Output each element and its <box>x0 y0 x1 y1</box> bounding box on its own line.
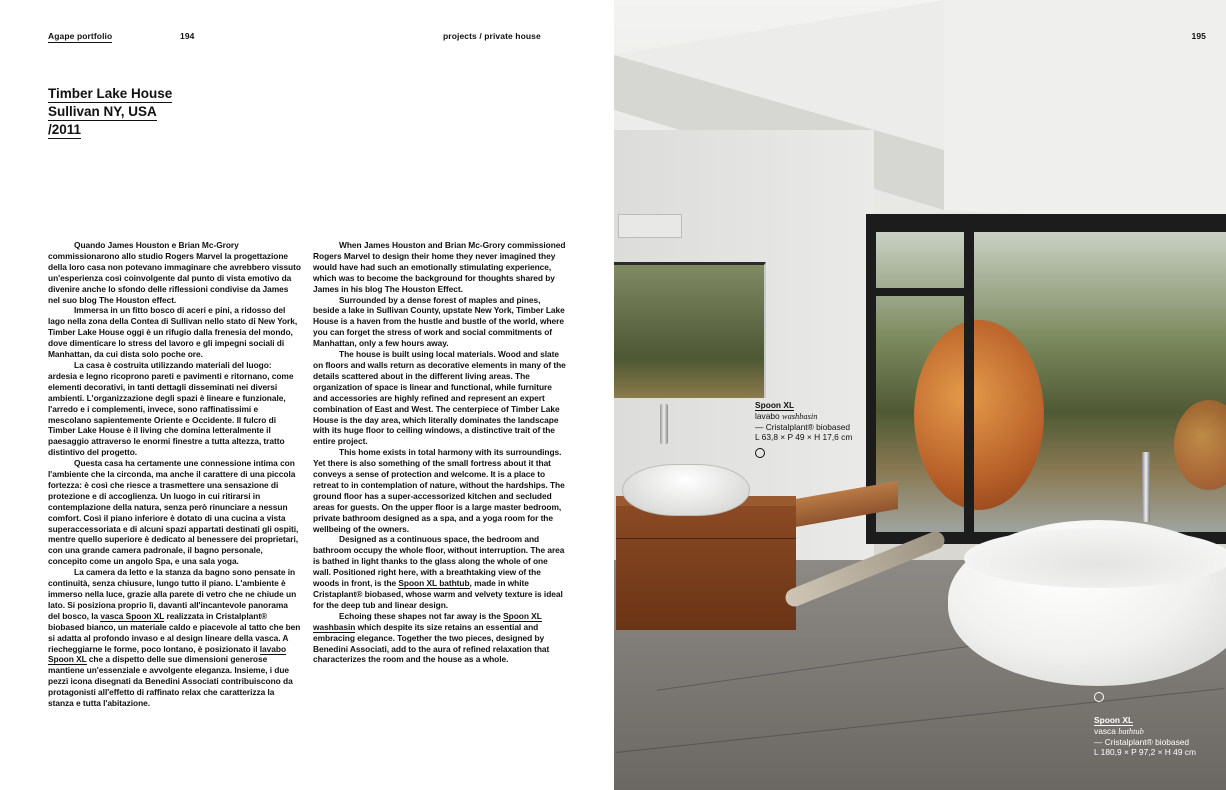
section-title: projects / private house <box>443 31 541 41</box>
window-mullion <box>876 288 966 296</box>
caption-bathtub <box>1094 715 1196 757</box>
autumn-tree <box>914 320 1044 510</box>
caption-dimensions: L 180,9 × P 97,2 × H 49 cm <box>1094 747 1196 757</box>
caption-type-en: washbasin <box>782 412 818 421</box>
paragraph: Immersa in un fitto bosco di aceri e pini, a ridosso del lago nella zona della Contea di Sullivan nello stato di New York, Timber Lake House oggi è un rifugio dalla frenesia del mondo, dove dimenticare lo stress del lavoro e gli impegni sociali di Manhattan, da cui dista solo poche ore. <box>48 305 298 360</box>
paragraph: Quando James Houston e Brian Mc-Grory commissionarono allo studio Rogers Marvel la progettazione della loro casa non potevano immaginare che avrebbero vissuto un'esperienza così coinvolgente dal punto di vista emotivo da divenire anche lo sfondo delle riflessioni condivise da James nel suo blog The Houston effect. <box>48 240 301 305</box>
washbasin-tap <box>660 404 668 444</box>
text-run: che a dispetto delle sue dimensioni generose mantiene un'essenziale e avvolgente eleganza. Insieme, i due pezzi icona disegnati da Benedini Associati contribuiscono da protagonisti all'effetto di raffinato relax che caratterizza la stanza e tutta l'abitazione. <box>48 654 293 709</box>
washbasin-marker-icon[interactable] <box>755 448 765 458</box>
project-title <box>48 86 172 140</box>
right-page-photo <box>614 0 1226 790</box>
bathroom-photo <box>614 0 1226 790</box>
caption-type-it: vasca <box>1094 726 1116 736</box>
title-name: Timber Lake House <box>48 86 173 101</box>
title-year: /2011 <box>48 122 82 137</box>
vanity-drawer-line <box>616 538 796 539</box>
caption-dimensions: L 63,8 × P 49 × H 17,6 cm <box>755 432 853 442</box>
window-mullion <box>964 232 974 532</box>
caption-title: Spoon XL <box>755 400 795 410</box>
product-link-bathtub[interactable]: vasca Spoon XL <box>100 610 165 621</box>
mirror-reflection <box>614 262 766 398</box>
product-link-washbasin[interactable]: Spoon XL washbasin <box>313 610 542 632</box>
text-run: Echoing these shapes not far away is the <box>339 610 504 621</box>
page-number-left: 194 <box>180 31 195 41</box>
caption-type-en: bathtub <box>1118 727 1144 736</box>
page-number-right: 195 <box>1191 31 1206 41</box>
paragraph: Surrounded by a dense forest of maples and pines, beside a lake in Sullivan County, upstate New York, Timber Lake House is a haven from the hustle and bustle of the world, where you can forget the stress of work and social commitments of Manhattan, only a few hours away. <box>313 294 565 349</box>
paragraph: This home exists in total harmony with its surroundings. Yet there is also something of the small fortress about it that conveys a sense of protection and welcome. It is a place to retreat to in contemplation of nature, without the hardships. The ground floor has a super-accessorized kitchen and secluded areas for guests. On the upper floor is a large master bedroom, private bathroom designed as a spa, and a yoga room for the wellbeing of the owners. <box>313 447 565 534</box>
paragraph: Questa casa ha certamente une connessione intima con l'ambiente che la circonda, ma anche il carattere di una piccola fortezza: è così che riesce a trasmettere una sensazione di protezione e di accoglienza. Un luogo in cui ritirarsi in contemplazione della natura, senza però rinunciare a nessun comfort. Così il piano inferiore è dotato di una cucina a vista superaccessoriata e di alcuni spazi appartati destinati gli ospiti, mentre quello superiore è dedicato al benessere dei proprietari, con una grande camera padronale, il bagno personale, concepito come un angolo Spa, e una sala yoga. <box>48 458 299 567</box>
bathtub-marker-icon[interactable] <box>1094 692 1104 702</box>
product-link-bathtub[interactable]: Spoon XL bathtub <box>398 578 470 589</box>
text-run: , made in white Cristaplant® biobased, whose warm and velvety texture is ideal for the deep tub and linear design. <box>313 578 563 610</box>
paragraph <box>48 567 302 709</box>
caption-material: — Cristalplant® biobased <box>755 422 851 432</box>
text-run: which despite its size retains an essential and embracing elegance. Together the two pieces, designed by Benedini Associati, add to the aura of refined relaxation that characterizes the room and the house as a whole. <box>313 621 550 665</box>
paragraph: La casa è costruita utilizzando materiali del luogo: ardesia e legno ricoprono pareti e pavimenti e ritornano, come elementi decorativi, in tanti dettagli disseminati nei diversi ambienti. L'organizzazione degli spazi è lineare e funzionale, l'arredo e i complementi, invece, sono raffinatissimi e mescolano sapientemente Oriente e Occidente. Il fulcro di Timber Lake House è il living che domina letteralmente il paesaggio attraverso le enormi finestre a tutta altezza, tratto distintivo del progetto. <box>48 359 294 458</box>
caption-washbasin <box>755 400 852 442</box>
text-column-italian <box>48 240 302 709</box>
bathtub-basin <box>964 528 1226 588</box>
bathtub-faucet <box>1142 452 1150 522</box>
text-column-english <box>313 240 567 665</box>
caption-material: — Cristalplant® biobased <box>1094 737 1190 747</box>
caption-type-it: lavabo <box>755 411 780 421</box>
text-run: realizzata in Cristalplant® biobased bianco, un materiale caldo e piacevole al tatto che ben si adatta al profondo invaso e al design lineare della vasca. A riecheggiarne le forme, poco lontano, è posizionato il <box>48 610 301 654</box>
washbasin <box>622 464 750 516</box>
wood-vanity <box>616 496 796 630</box>
wall-light <box>618 214 682 238</box>
portfolio-brand: Agape portfolio <box>48 31 113 41</box>
paragraph: The house is built using local materials. Wood and slate on floors and walls return as decorative elements in many of the details scattered about in the different living areas. The organization of space is linear and functional, while furniture and accessories are highly refined and represent an expert combination of East and West. The centerpiece of Timber Lake House is the day area, which literally dominates the landscape with its huge floor to ceiling windows, a distinctive trait of the entire project. <box>313 349 566 447</box>
title-location: Sullivan NY, USA <box>48 104 157 119</box>
paragraph: When James Houston and Brian Mc-Grory commissioned Rogers Marvel to design their home they never imagined they would have had such an emotionally stimulating experience, which was to become the background for thoughts shared by James in his blog The Houston Effect. <box>313 240 566 294</box>
text-run: La camera da letto e la stanza da bagno sono pensate in continuità, senza chiusure, lungo tutto il piano. L'ambiente è immerso nella luce, grazie alla parete di vetro che ne chiude un lato. Si posiziona proprio lì, davanti all'incantevole panorama del bosco, la <box>48 567 297 621</box>
text-run: Designed as a continuous space, the bedroom and bathroom occupy the whole floor, without interruption. The area is bathed in light thanks to the glass along the whole of one wall. Positioned right here, with a breathtaking view of the woods in front, is the <box>313 534 565 589</box>
caption-title: Spoon XL <box>1094 715 1134 725</box>
product-link-washbasin[interactable]: lavabo Spoon XL <box>48 643 287 665</box>
paragraph <box>313 534 567 610</box>
paragraph <box>313 611 567 666</box>
